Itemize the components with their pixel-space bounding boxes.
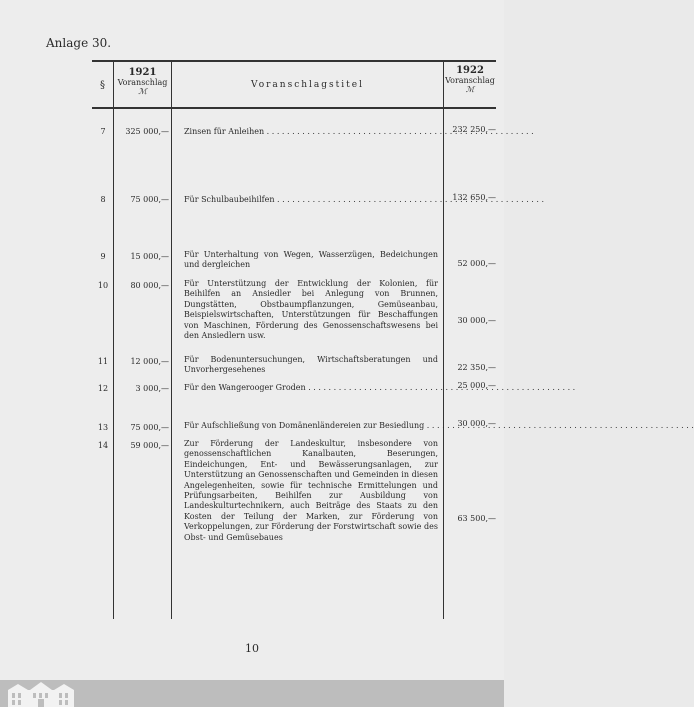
- row-7-amount-1921: 325 000,—: [125, 127, 169, 136]
- row-8-amount-1922: 132 650,—: [452, 193, 496, 202]
- row-11-title: Für Bodenuntersuchungen, Wirtschaftsberatungen und Unvorhergesehenes: [184, 355, 438, 375]
- row-10-number: 10: [97, 281, 109, 290]
- row-7-title: Zinsen für Anleihen . . .: [184, 127, 534, 136]
- header-1922-label: Voranschlag: [445, 76, 495, 85]
- column-divider-1: [113, 62, 114, 619]
- header-1921-year: 1921: [128, 67, 157, 78]
- row-13-number: 13: [97, 423, 109, 432]
- row-13-amount-1921: 75 000,—: [130, 423, 169, 432]
- header-1922-unit: ℳ: [465, 85, 475, 94]
- row-11-amount-1922: 22 350,—: [457, 363, 496, 372]
- row-11-amount-1921: 12 000,—: [130, 357, 169, 366]
- row-7-number: 7: [100, 127, 106, 136]
- row-13-amount-1922: 30 000,—: [457, 419, 496, 428]
- header-1921-unit: ℳ: [138, 87, 147, 96]
- row-14-title: Zur Förderung der Landeskultur, insbesondere von genossenschaftlichen Kanalbauten, Beserungen, Eindeichungen, Ent- und Bewässerungsanlagen, zur Unterstützung an Genossenschaften und Gemeinden in diesen Angelegenheiten, sowie für technische Ermittelungen und Prüfungsarbeiten, Beihilfen zur Ausbildung von Landeskulturtechnikern, auch Beiträge des Staats zu den Kosten der Teilung der Marken, zur Förderung von Verkoppelungen, zur Förderung der Forstwirtschaft sowie des Obst- und Gemüsebaues: [184, 439, 438, 542]
- row-11-number: 11: [97, 357, 109, 366]
- row-10-amount-1922: 30 000,—: [457, 316, 496, 325]
- column-divider-3: [443, 62, 444, 619]
- header-1921-label: Voranschlag: [117, 78, 168, 87]
- row-7-title-container: [184, 127, 438, 138]
- row-8-amount-1921: 75 000,—: [130, 195, 169, 204]
- row-9-amount-1921: 15 000,—: [130, 252, 169, 261]
- row-13-title-container: [184, 421, 438, 432]
- row-12-title: Für den Wangerooger Groden . . .: [184, 383, 575, 392]
- row-10-amount-1921: 80 000,—: [130, 281, 169, 290]
- annex-label: Anlage 30.: [46, 36, 112, 50]
- row-12-number: 12: [97, 384, 109, 393]
- row-14-amount-1921: 59 000,—: [130, 441, 169, 450]
- column-divider-2: [171, 62, 172, 619]
- header-1921: [114, 67, 171, 96]
- row-10-title: Für Unterstützung der Entwicklung der Kolonien, für Beihilfen an Ansiedler bei Anlegung von Brunnen, Dungstätten, Obstbaumpflanzungen, Gemüseanbau, Beispielswirtschaften, Unterstützungen für Beschaffungen von Maschinen, Förderung des Genossenschaftswesens bei den Ansiedlern usw.: [184, 279, 438, 341]
- row-7-amount-1922: 232 250,—: [452, 125, 496, 134]
- row-12-title-container: [184, 383, 438, 394]
- library-building-logo: [6, 680, 76, 707]
- row-12-amount-1921: 3 000,—: [135, 384, 169, 393]
- table-header-rule: [92, 107, 496, 109]
- row-14-number: 14: [97, 441, 109, 450]
- header-section-symbol: §: [100, 80, 105, 91]
- row-14-amount-1922: 63 500,—: [457, 514, 496, 523]
- row-8-title: Für Schulbaubeihilfen . . .: [184, 195, 544, 204]
- row-9-amount-1922: 52 000,—: [457, 259, 496, 268]
- row-8-number: 8: [100, 195, 106, 204]
- row-12-amount-1922: 25 000,—: [457, 381, 496, 390]
- row-9-title: Für Unterhaltung von Wegen, Wasserzügen, Bedeichungen und dergleichen: [184, 250, 438, 270]
- header-1922-year: 1922: [456, 65, 484, 76]
- table-top-rule: [92, 60, 496, 62]
- row-8-title-container: [184, 195, 438, 206]
- row-9-number: 9: [100, 252, 106, 261]
- row-13-title: Für Aufschließung von Domänenländereien zur Besiedlung . . .: [184, 421, 694, 430]
- page-number: 10: [245, 642, 259, 655]
- header-1922: [444, 65, 496, 94]
- header-title: Voranschlagstitel: [251, 80, 364, 90]
